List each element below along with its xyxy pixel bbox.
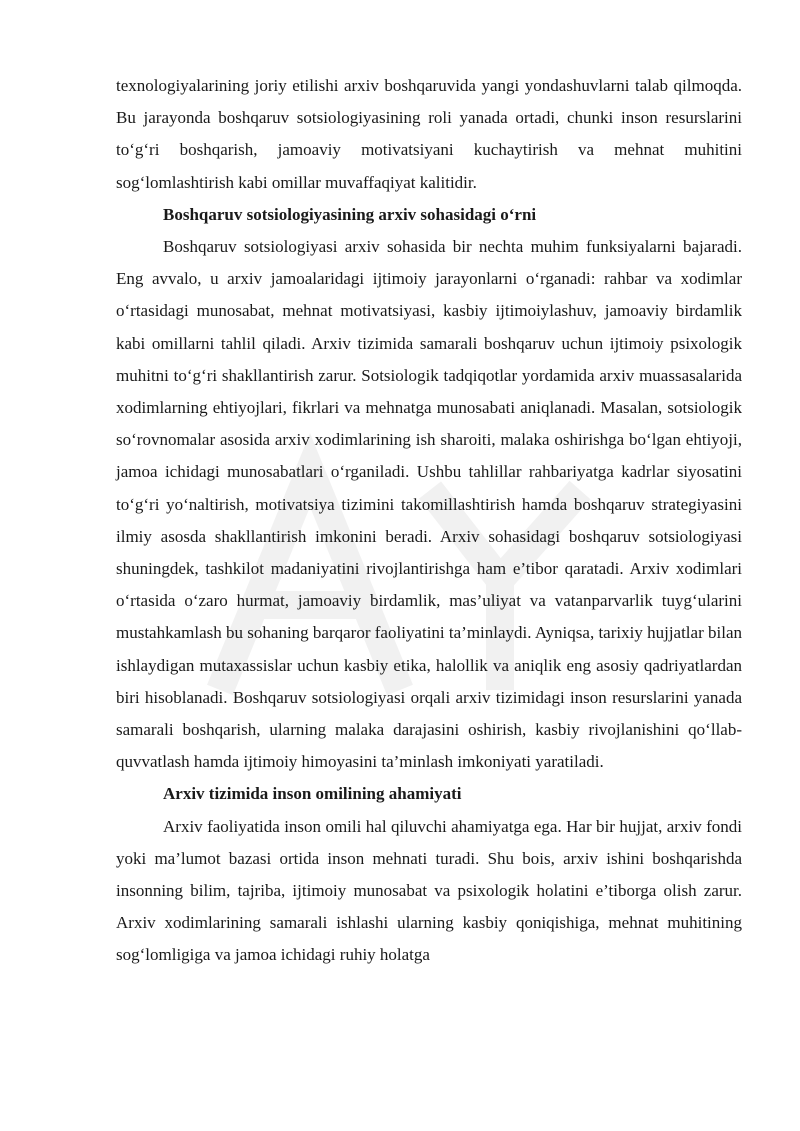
paragraph-intro-continued: texnologiyalarining joriy etilishi arxiv boshqaruvida yangi yondashuvlarni talab qilmoqda. Bu jarayonda boshqaruv sotsiologiyasining roli yanada ortadi, chunki inson resurslarini to‘g‘ri boshqarish, jamoaviy motivatsiyani kuchaytirish va mehnat muhitini sog‘lomlashtirish kabi omillar muvaffaqiyat kalitidir.	[116, 76, 742, 192]
paragraph-role: Boshqaruv sotsiologiyasi arxiv sohasida bir nechta muhim funksiyalarni bajaradi. Eng avvalo, u arxiv jamoalaridagi ijtimoiy jarayonlarni o‘rganadi: rahbar va xodimlar o‘rtasidagi munosabat, mehnat motivatsiyasi, kasbiy ijtimoiylashuv, jamoaviy birdamlik kabi omillarni tahlil qiladi. Arxiv tizimida samarali boshqaruv uchun ijtimoiy psixologik muhitni to‘g‘ri shakllantirish zarur. Sotsiologik tadqiqotlar yordamida arxiv muassasalarida xodimlarning ehtiyojlari, fikrlari va mehnatga munosabati aniqlanadi. Masalan, sotsiologik so‘rovnomalar asosida arxiv xodimlarining ish sharoiti, malaka oshirishga bo‘lgan ehtiyoji, jamoa ichidagi munosabatlari o‘rganiladi. Ushbu tahlillar rahbariyatga kadrlar siyosatini to‘g‘ri yo‘naltirish, motivatsiya tizimini takomillashtirish hamda boshqaruv strategiyasini ilmiy asosda shakllantirish imkonini beradi. Arxiv sohasidagi boshqaruv sotsiologiyasi shuningdek, tashkilot madaniyatini rivojlantirishga ham e’tibor qaratadi. Arxiv xodimlari o‘rtasida o‘zaro hurmat, jamoaviy birdamlik, mas’uliyat va vatanparvarlik tuyg‘ularini mustahkamlash bu sohaning barqaror faoliyatini ta’minlaydi. Ayniqsa, tarixiy hujjatlar bilan ishlaydigan mutaxassislar uchun kasbiy etika, halollik va aniqlik eng asosiy qadriyatlardan biri hisoblanadi. Boshqaruv sotsiologiyasi orqali arxiv tizimidagi inson resurslarini yanada samarali boshqarish, ularning malaka darajasini oshirish, kasbiy rivojlanishini qo‘llab-quvvatlash hamda ijtimoiy himoyasini ta’minlash imkoniyati yaratiladi.	[116, 237, 742, 772]
section-heading-role: Boshqaruv sotsiologiyasining arxiv sohasidagi o‘rni	[163, 204, 537, 224]
document-page	[116, 70, 742, 972]
section-heading-human-factor: Arxiv tizimida inson omilining ahamiyati	[163, 784, 462, 804]
paragraph-human-factor: Arxiv faoliyatida inson omili hal qiluvchi ahamiyatga ega. Har bir hujjat, arxiv fondi yoki ma’lumot bazasi ortida inson mehnati turadi. Shu bois, arxiv ishini boshqarishda insonning bilim, tajriba, ijtimoiy munosabat va psixologik holatini e’tiborga olish zarur. Arxiv xodimlarining samarali ishlashi ularning kasbiy qoniqishiga, mehnat muhitining sog‘lomligiga va jamoa ichidagi ruhiy holatga	[116, 816, 742, 965]
